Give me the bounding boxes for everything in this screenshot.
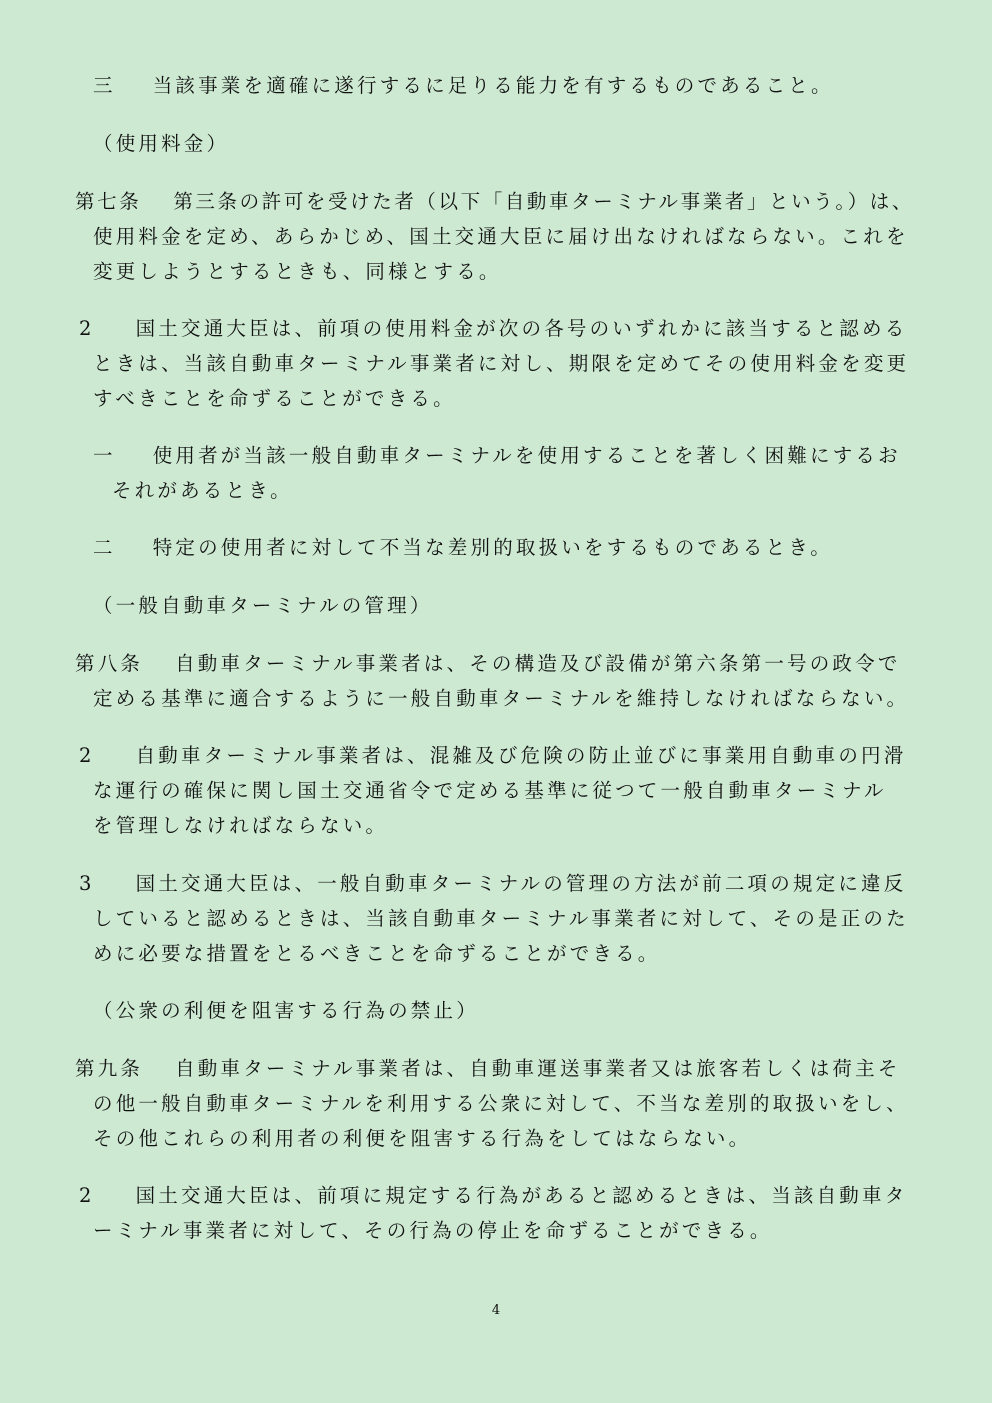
article-7-line-3: 変更しようとするときも、同様とする。	[93, 260, 502, 283]
article-8-line-2: 定める基準に適合するように一般自動車ターミナルを維持しなければならない。	[93, 687, 910, 710]
item-number: 二	[93, 536, 116, 559]
item-text: 当該事業を適確に遂行するに足りる能力を有するものであること。	[152, 74, 834, 97]
item-number: 三	[93, 74, 116, 97]
paragraph-number: 2	[79, 1184, 95, 1207]
article-7-para-2-line-1	[79, 319, 907, 339]
article-8-para-2-line-1	[79, 746, 906, 766]
paragraph-text: 国土交通大臣は、前項の使用料金が次の各号のいずれかに該当すると認める	[135, 317, 908, 340]
article-9-line-1	[75, 1059, 901, 1079]
article-8-para-3-line-2: していると認めるときは、当該自動車ターミナル事業者に対して、その是正のた	[93, 907, 909, 930]
article-text: 自動車ターミナル事業者は、その構造及び設備が第六条第一号の政令で	[175, 652, 901, 675]
article-7-line-2: 使用料金を定め、あらかじめ、国土交通大臣に届け出なければならない。これを	[93, 225, 909, 248]
article-number: 第八条	[75, 652, 144, 675]
article-7-para-2-line-3: すべきことを命ずることができる。	[93, 387, 456, 410]
item-1-line-2: それがあるとき。	[112, 479, 293, 502]
article-number: 第七条	[75, 190, 142, 213]
article-8-para-2-line-3: を管理しなければならない。	[93, 814, 389, 837]
section-heading: （使用料金）	[93, 132, 230, 155]
paragraph-number: 2	[79, 317, 95, 340]
article-8-para-3-line-1	[79, 874, 906, 894]
item-text: 使用者が当該一般自動車ターミナルを使用することを著しく困難にするお	[152, 444, 901, 467]
paragraph-number: 3	[79, 872, 95, 895]
item-2-line-1	[93, 538, 833, 558]
item-3-line-1	[93, 76, 834, 96]
article-9-para-2-line-1	[79, 1186, 907, 1206]
page-number: 4	[491, 1303, 501, 1318]
paragraph-text: 国土交通大臣は、前項に規定する行為があると認めるときは、当該自動車タ	[135, 1184, 908, 1207]
article-7-line-1	[75, 192, 914, 212]
paragraph-text: 自動車ターミナル事業者は、混雑及び危険の防止並びに事業用自動車の円滑	[135, 744, 907, 767]
article-number: 第九条	[75, 1057, 144, 1080]
article-text: 第三条の許可を受けた者（以下「自動車ターミナル事業者」という。）は、	[173, 190, 914, 213]
article-8-para-3-line-3: めに必要な措置をとるべきことを命ずることができる。	[93, 942, 661, 965]
article-8-line-1	[75, 654, 901, 674]
article-9-para-2-line-2: ーミナル事業者に対して、その行為の停止を命ずることができる。	[93, 1219, 773, 1242]
item-number: 一	[93, 444, 116, 467]
section-heading: （一般自動車ターミナルの管理）	[93, 594, 433, 617]
article-9-line-2: の他一般自動車ターミナルを利用する公衆に対して、不当な差別的取扱いをし、	[93, 1092, 909, 1115]
item-text: 特定の使用者に対して不当な差別的取扱いをするものであるとき。	[152, 536, 833, 559]
paragraph-text: 国土交通大臣は、一般自動車ターミナルの管理の方法が前二項の規定に違反	[135, 872, 907, 895]
section-heading: （公衆の利便を阻害する行為の禁止）	[93, 999, 479, 1022]
article-9-line-3: その他これらの利用者の利便を阻害する行為をしてはならない。	[93, 1127, 752, 1150]
paragraph-number: 2	[79, 744, 95, 767]
article-8-para-2-line-2: な運行の確保に関し国土交通省令で定める基準に従つて一般自動車ターミナル	[93, 779, 887, 802]
item-1-line-1	[93, 446, 901, 466]
article-text: 自動車ターミナル事業者は、自動車運送事業者又は旅客若しくは荷主そ	[175, 1057, 901, 1080]
article-7-para-2-line-2: ときは、当該自動車ターミナル事業者に対し、期限を定めてその使用料金を変更	[93, 352, 910, 375]
